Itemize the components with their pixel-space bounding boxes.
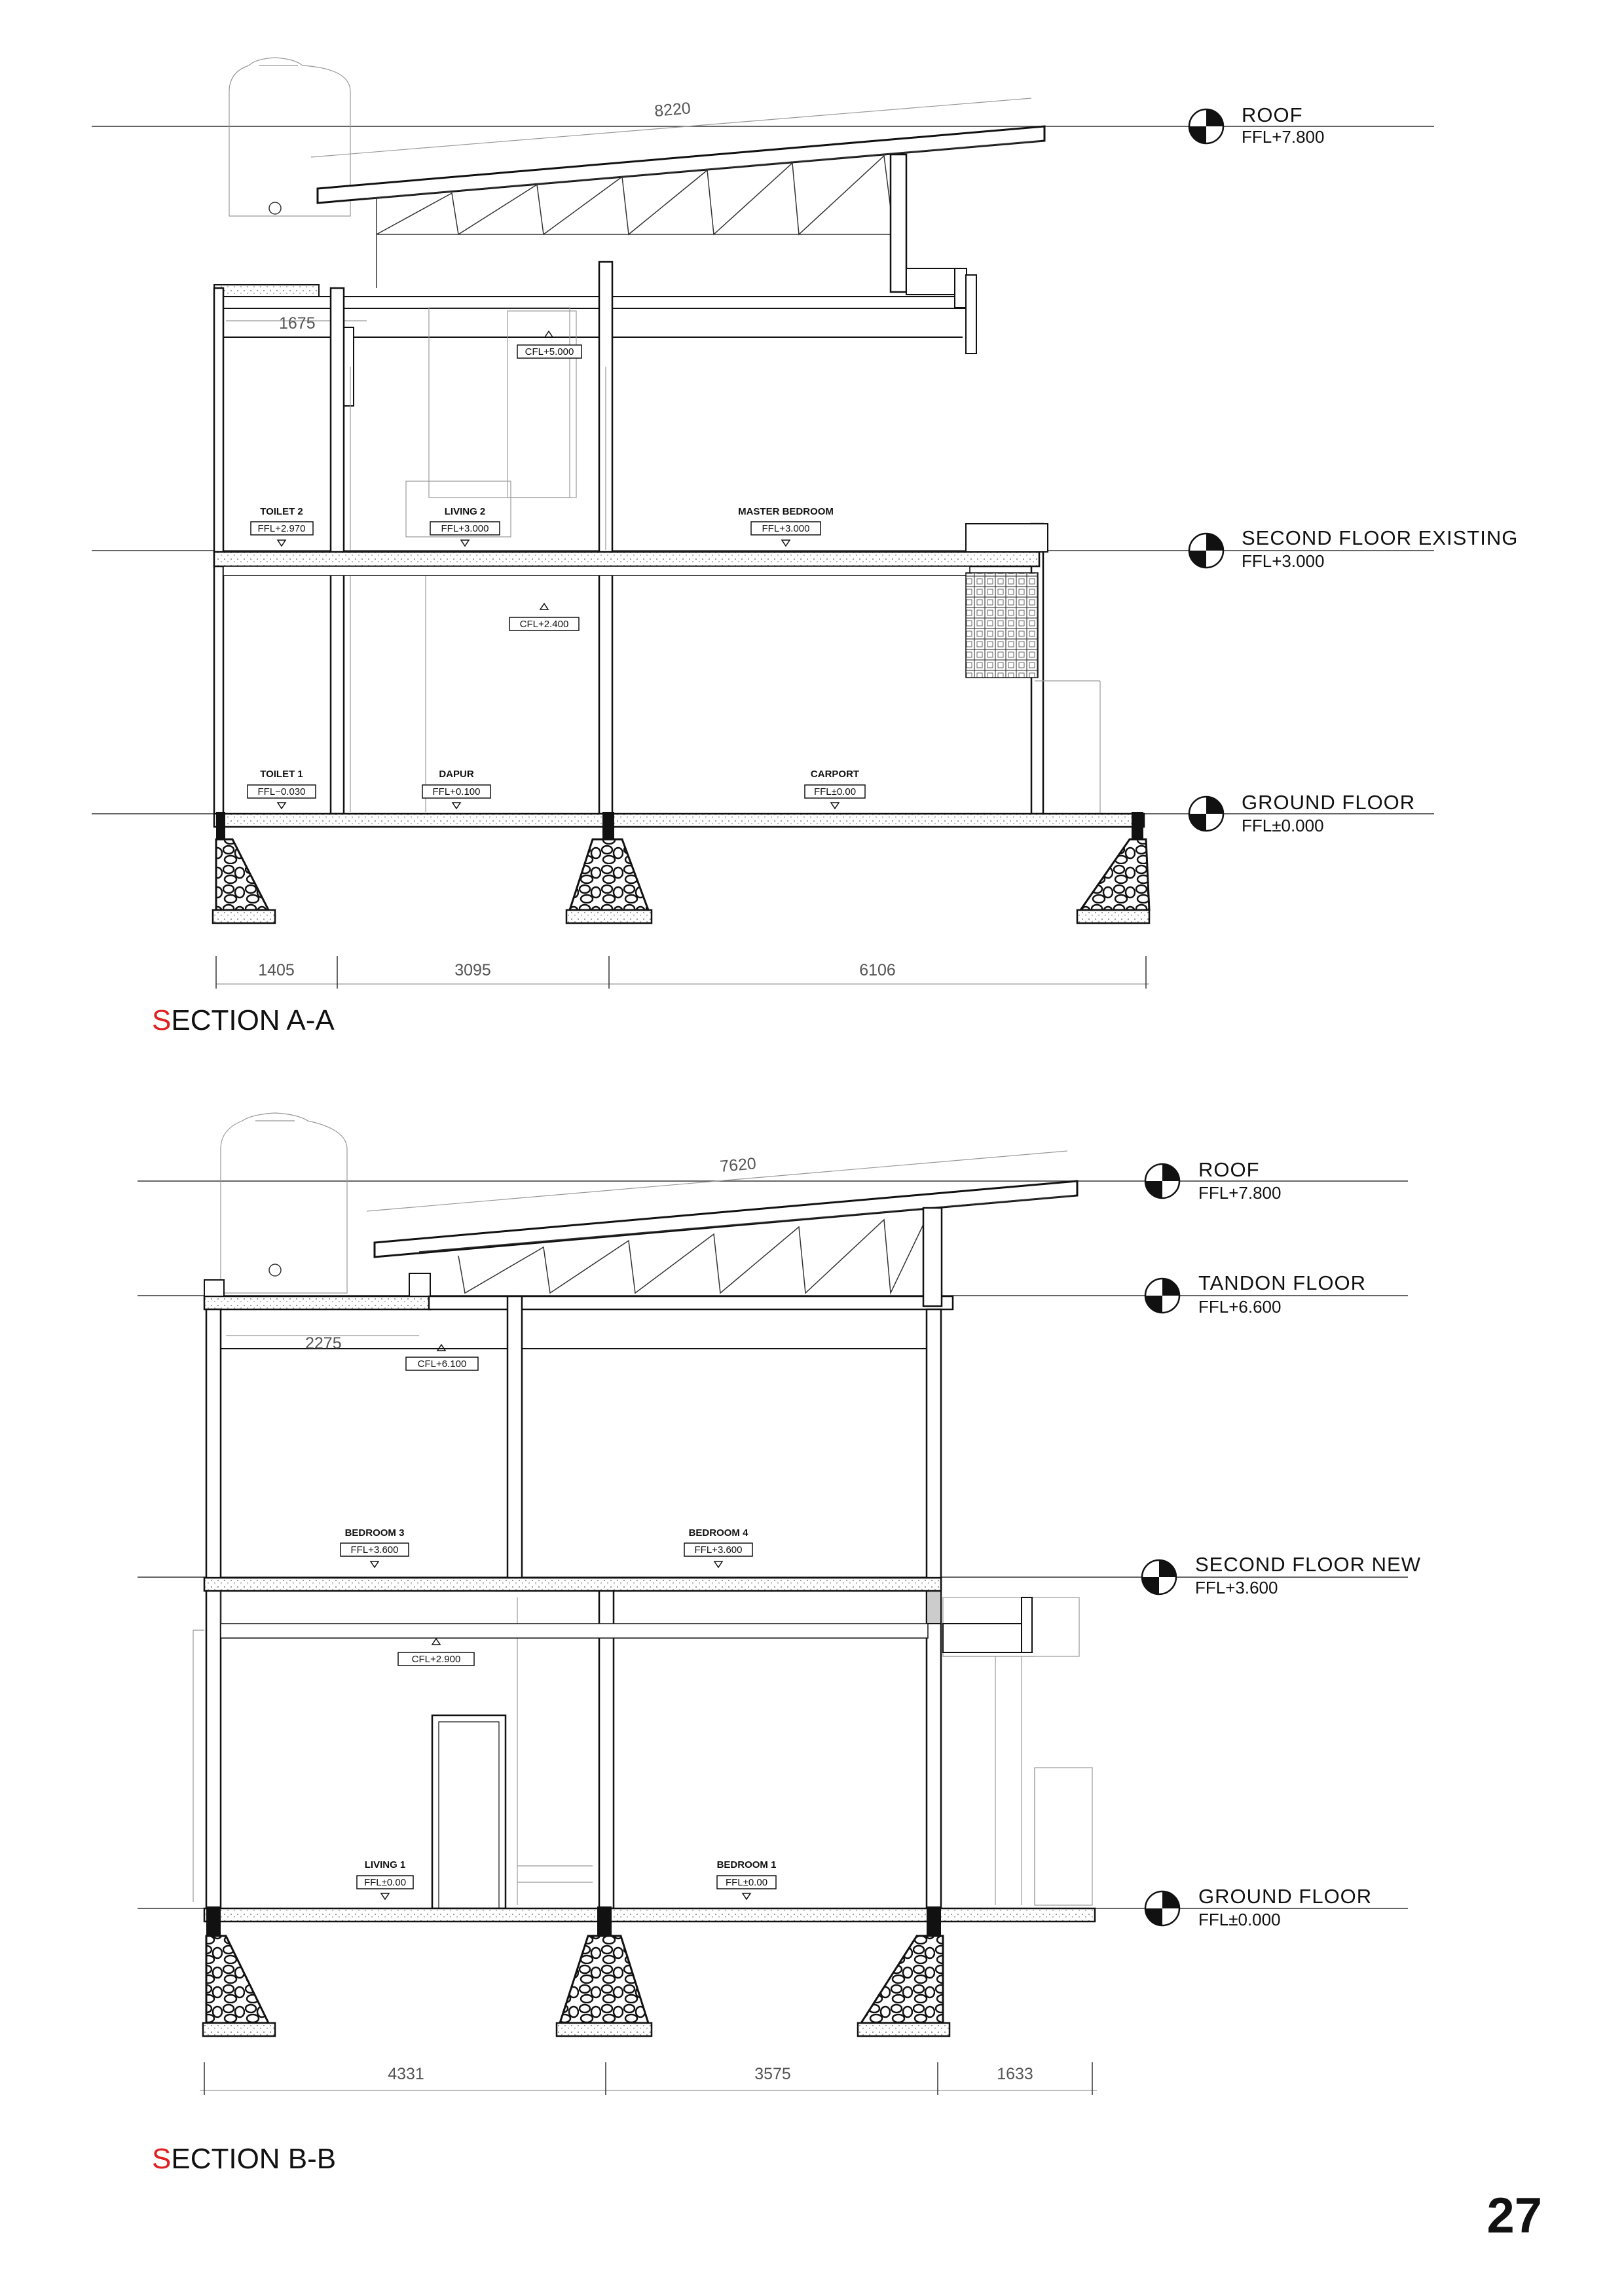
- room-tag: [357, 1859, 413, 1899]
- level-value: FFL+7.800: [1198, 1183, 1282, 1203]
- footings: [203, 1936, 950, 2036]
- ground-slab: [214, 812, 1144, 839]
- ceiling-tag: [398, 1639, 474, 1666]
- room-level: FFL+3.000: [441, 523, 489, 534]
- level-marker-roof: [1189, 103, 1324, 147]
- room-level: FFL+3.600: [694, 1544, 743, 1556]
- room-tag: [717, 1859, 777, 1899]
- dimension-line-a: [216, 956, 1149, 989]
- level-name: ROOF: [1198, 1158, 1260, 1181]
- ceiling-level: CFL+2.400: [519, 619, 569, 630]
- room-name: LIVING 2: [444, 506, 486, 517]
- room-name: MASTER BEDROOM: [738, 506, 834, 517]
- roof-span-dim: 7620: [719, 1154, 757, 1176]
- level-value: FFL+7.800: [1242, 127, 1325, 147]
- room-name: BEDROOM 1: [716, 1859, 777, 1870]
- section-title: SECTION B-B: [152, 2143, 337, 2175]
- door: [432, 1715, 506, 1908]
- room-name: CARPORT: [810, 769, 860, 780]
- roof: [367, 1151, 1077, 1296]
- columns: [193, 1296, 1092, 1908]
- ceiling-tag: [517, 331, 581, 358]
- dimension-value: 6106: [859, 961, 896, 979]
- room-name: TOILET 2: [260, 506, 303, 517]
- room-name: DAPUR: [439, 769, 474, 780]
- level-name: GROUND FLOOR: [1198, 1885, 1373, 1908]
- room-level: FFL+3.000: [762, 523, 810, 534]
- ground-slab: [204, 1906, 1095, 1936]
- second-floor-slab: [204, 1578, 941, 1638]
- room-name: TOILET 1: [260, 769, 303, 780]
- room-tag: [430, 506, 500, 546]
- ceiling-level: CFL+2.900: [411, 1654, 461, 1665]
- level-marker-ground-floor: [1189, 791, 1415, 835]
- dimension-line-b: [200, 2062, 1097, 2095]
- breeze-block-wall: [966, 573, 1038, 678]
- ceiling-tag: [509, 604, 579, 630]
- room-level: FFL+3.600: [350, 1544, 399, 1556]
- room-level: FFL±0.00: [725, 1877, 768, 1888]
- section-title: SECTION A-A: [152, 1004, 335, 1036]
- dimension-value: 3095: [454, 961, 491, 979]
- ceiling-level: CFL+5.000: [525, 346, 574, 357]
- level-marker-second-floor-existing: [1189, 526, 1518, 571]
- room-tag: [738, 506, 834, 546]
- level-markers-b: [1142, 1158, 1421, 1929]
- room-tag: [341, 1527, 409, 1567]
- level-name: SECOND FLOOR EXISTING: [1242, 526, 1519, 549]
- footings: [213, 839, 1149, 923]
- level-marker-tandon-floor: [1145, 1271, 1366, 1317]
- room-level: FFL−0.030: [257, 786, 306, 797]
- ceiling-level: CFL+6.100: [417, 1358, 467, 1370]
- room-name: BEDROOM 3: [344, 1527, 405, 1539]
- page-number: 27: [1486, 2188, 1542, 2244]
- level-marker-second-floor-new: [1142, 1553, 1421, 1597]
- room-tag: [805, 769, 865, 809]
- room-tag: [422, 769, 490, 809]
- level-value: FFL+6.600: [1198, 1297, 1282, 1317]
- room-name: BEDROOM 4: [688, 1527, 748, 1539]
- room-tag: [684, 1527, 752, 1567]
- level-name: GROUND FLOOR: [1242, 791, 1416, 814]
- upper-frame: [214, 155, 967, 537]
- room-tags-b: [341, 1345, 776, 1899]
- room-level: FFL+0.100: [432, 786, 481, 797]
- level-name: SECOND FLOOR NEW: [1195, 1553, 1421, 1576]
- section-b-b: [138, 1113, 1421, 2175]
- overhang-dim: 1675: [279, 314, 316, 333]
- room-level: FFL±0.00: [363, 1877, 407, 1888]
- section-a-a: [92, 58, 1518, 1036]
- level-name: TANDON FLOOR: [1198, 1271, 1366, 1294]
- dimension-value: 1633: [997, 2065, 1033, 2083]
- level-name: ROOF: [1242, 103, 1303, 126]
- room-level: FFL+2.970: [257, 523, 306, 534]
- level-value: FFL+3.600: [1195, 1578, 1278, 1597]
- dimension-value: 3575: [754, 2065, 791, 2083]
- roof-span-dim: 8220: [654, 99, 692, 120]
- level-value: FFL±0.000: [1242, 816, 1324, 835]
- level-marker-roof: [1145, 1158, 1281, 1203]
- level-markers-a: [1189, 103, 1518, 835]
- level-value: FFL+3.000: [1242, 551, 1325, 571]
- dimension-value: 1405: [258, 961, 295, 979]
- room-tag: [251, 506, 313, 546]
- water-tank: [221, 1113, 347, 1293]
- room-level: FFL±0.00: [813, 786, 857, 797]
- level-marker-ground-floor: [1145, 1885, 1372, 1929]
- dimension-value: 4331: [388, 2065, 424, 2083]
- room-tag: [248, 769, 316, 809]
- roof: [311, 98, 1044, 234]
- room-name: LIVING 1: [364, 1859, 406, 1870]
- level-value: FFL±0.000: [1198, 1910, 1281, 1929]
- overhang-dim: 2275: [305, 1334, 342, 1353]
